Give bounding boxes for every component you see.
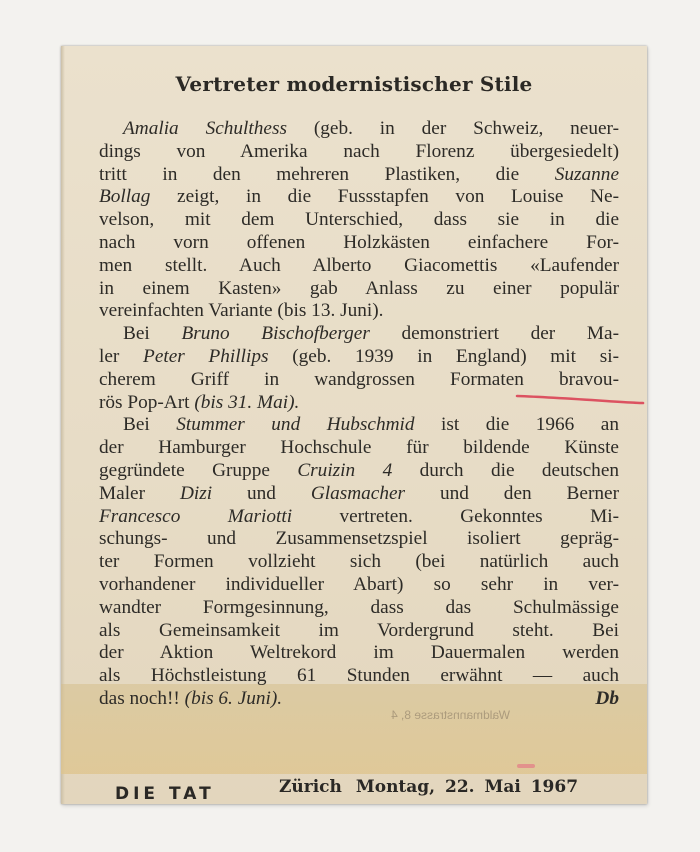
text-run: rös Pop-Art	[99, 391, 195, 413]
article-line	[99, 551, 619, 574]
article-line	[99, 528, 619, 551]
article-line	[99, 597, 619, 620]
text-run: Maler	[99, 482, 180, 504]
italic-name: (bis 6. Juni).	[184, 687, 283, 709]
text-run: Bei	[123, 323, 182, 345]
article-line	[99, 460, 619, 483]
show-through-text: Waldmannstrasse 8, 4	[391, 708, 510, 722]
text-run: cherem Griff in wandgrossen Formaten bravou-	[99, 368, 619, 390]
dateline	[279, 777, 578, 797]
red-pencil-underline	[516, 393, 644, 405]
text-run: der Aktion Weltrekord im Dauermalen werden	[99, 642, 619, 664]
text-run: nach vorn offenen Holzkästen einfachere For-	[99, 231, 619, 253]
text-run: gegründete Gruppe	[99, 459, 298, 481]
italic-name: Suzanne	[554, 163, 619, 185]
italic-name: Francesco Mariotti	[99, 505, 293, 527]
text-run: als Höchstleistung 61 Stunden erwähnt — auch	[99, 665, 619, 687]
text-run: das noch!!	[99, 687, 185, 709]
article-line	[99, 483, 619, 506]
article-line	[99, 506, 619, 529]
text-run: wandter Formgesinnung, dass das Schulmässige	[99, 596, 619, 618]
article-line	[99, 323, 619, 346]
text-run: in einem Kasten» gab Anlass zu einer populär	[99, 277, 619, 299]
text-run: demonstriert der Ma-	[369, 323, 619, 345]
dateline-date: Montag, 22. Mai 1967	[355, 777, 579, 797]
text-run: ter Formen vollzieht sich (bei natürlich auch	[99, 551, 619, 573]
newspaper-name: DIE TAT	[115, 784, 215, 804]
article-headline: Vertreter modernistischer Stile	[175, 72, 533, 96]
italic-name: Amalia Schulthess	[123, 118, 287, 139]
author-signature: Db	[595, 687, 619, 709]
italic-name: (bis 31. Mai).	[194, 391, 300, 413]
text-run: ist die 1966 an	[414, 414, 619, 436]
italic-name: Stummer und Hubschmid	[176, 414, 415, 436]
dateline-place: Zürich	[279, 777, 342, 797]
newspaper-clipping	[61, 46, 647, 804]
text-run: der Hamburger Hochschule für bildende Künste	[99, 437, 619, 459]
article-line	[99, 688, 619, 711]
article-line	[99, 346, 619, 369]
text-run: velson, mit dem Unterschied, dass sie in die	[99, 209, 619, 231]
red-pencil-mark	[517, 764, 535, 768]
text-run: ler	[99, 345, 144, 367]
article-line	[99, 574, 619, 597]
italic-name: Peter Phillips	[143, 345, 269, 367]
article-body	[99, 118, 619, 711]
article-line	[99, 369, 619, 392]
text-run: men stellt. Auch Alberto Giacomettis «Laufender	[99, 254, 619, 276]
article-line	[99, 118, 619, 141]
text-run: zeigt, in die Fussstapfen von Louise Ne-	[150, 186, 619, 208]
article-line	[99, 437, 619, 460]
text-run: und den Berner	[405, 482, 619, 504]
article-line	[99, 278, 619, 301]
article-line	[99, 642, 619, 665]
text-run: als Gemeinsamkeit im Vordergrund steht. Bei	[99, 619, 619, 641]
article-line	[99, 665, 619, 688]
text-run: schungs- und Zusammensetzspiel isoliert gepräg-	[99, 528, 619, 550]
text-run: (geb. 1939 in England) mit si-	[268, 345, 620, 367]
text-run: tritt in den mehreren Plastiken, die	[99, 163, 555, 185]
article-line	[99, 255, 619, 278]
text-run: und	[212, 482, 311, 504]
article-line	[99, 232, 619, 255]
italic-name: Cruizin 4	[297, 459, 393, 481]
italic-name: Bollag	[99, 186, 151, 208]
text-run: Bei	[123, 414, 177, 436]
text-run: vertreten. Gekonntes Mi-	[292, 505, 619, 527]
text-run: vorhandener individueller Abart) so sehr in ver-	[99, 573, 619, 595]
article-line	[99, 209, 619, 232]
article-line	[99, 186, 619, 209]
italic-name: Glasmacher	[310, 482, 406, 504]
italic-name: Bruno Bischofberger	[181, 323, 370, 345]
text-run: dings von Amerika nach Florenz übergesiedelt)	[99, 140, 619, 162]
article-line	[99, 164, 619, 187]
article-line	[99, 300, 619, 323]
article-line	[99, 141, 619, 164]
text-run: durch die deutschen	[392, 459, 620, 481]
text-run: (geb. in der Schweiz, neuer-	[286, 118, 619, 139]
text-run: vereinfachten Variante (bis 13. Juni).	[99, 300, 384, 322]
article-line	[99, 414, 619, 437]
article-line	[99, 620, 619, 643]
italic-name: Dizi	[179, 482, 213, 504]
